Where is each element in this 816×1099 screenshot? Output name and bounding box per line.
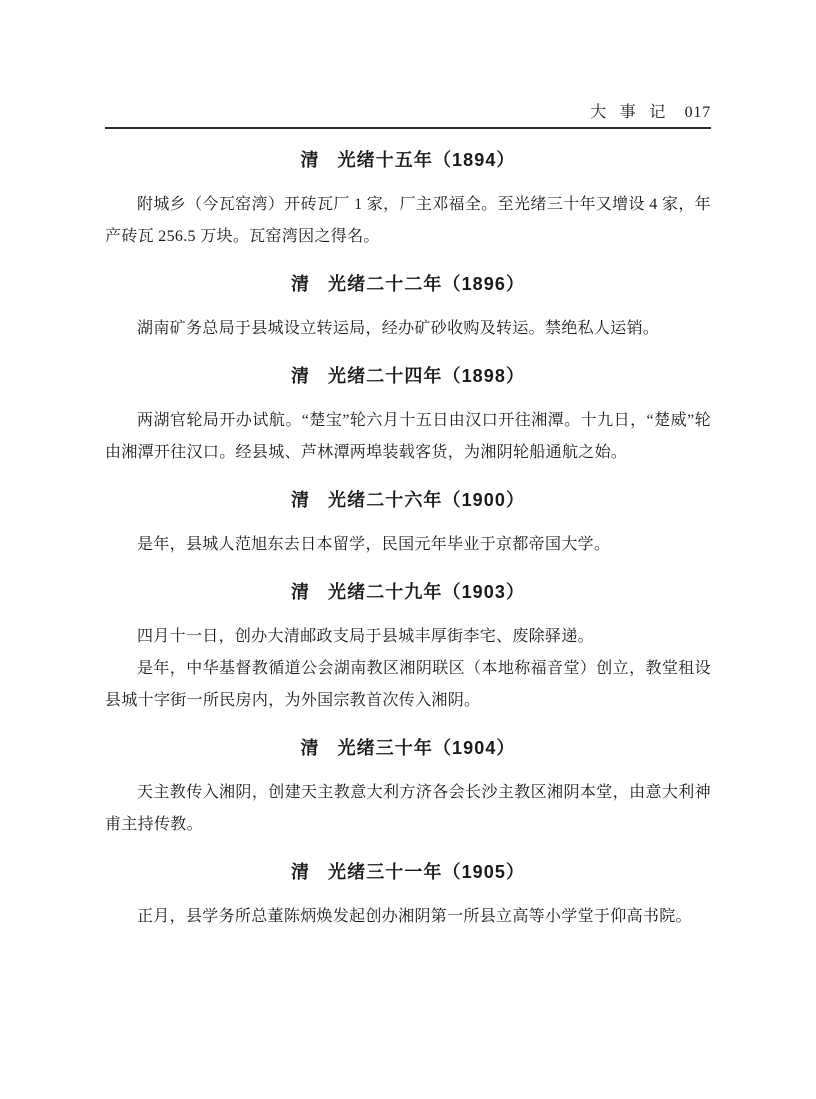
year-label: 光绪二十二年（1896） — [328, 274, 526, 294]
paragraph: 湖南矿务总局于县城设立转运局，经办矿砂收购及转运。禁绝私人运销。 — [137, 320, 660, 337]
year-label: 光绪二十六年（1900） — [328, 490, 526, 510]
paragraph: 天主教传入湘阴，创建天主教意大利方济各会长沙主教区湘阴本堂，由意大利神甫主持传教。 — [105, 784, 711, 833]
dynasty-label: 清 — [290, 582, 311, 602]
dynasty-label: 清 — [290, 862, 311, 882]
year-label: 光绪三十一年（1905） — [328, 862, 526, 882]
running-header-row — [105, 102, 711, 127]
page-content — [105, 148, 711, 933]
section-1900 — [105, 488, 711, 561]
running-head-title: 大事记 — [590, 104, 679, 121]
section-1894 — [105, 148, 711, 253]
section-1904 — [105, 736, 711, 841]
section-heading-1903 — [105, 580, 711, 604]
section-1905 — [105, 860, 711, 933]
section-heading-1894 — [105, 148, 711, 172]
year-label: 光绪二十四年（1898） — [328, 366, 526, 386]
section-heading-1904 — [105, 736, 711, 760]
year-label: 光绪十五年（1894） — [337, 150, 516, 170]
dynasty-label: 清 — [290, 274, 311, 294]
dynasty-label: 清 — [300, 150, 320, 170]
section-1898 — [105, 364, 711, 469]
section-heading-1898 — [105, 364, 711, 388]
year-label: 光绪二十九年（1903） — [328, 582, 526, 602]
dynasty-label: 清 — [300, 738, 320, 758]
dynasty-label: 清 — [290, 366, 311, 386]
page-number: 017 — [684, 104, 711, 121]
paragraph: 是年，中华基督教循道公会湖南教区湘阴联区（本地称福音堂）创立，教堂租设县城十字街一所民房内，为外国宗教首次传入湘阴。 — [105, 660, 711, 709]
section-heading-1900 — [105, 488, 711, 512]
dynasty-label: 清 — [290, 490, 311, 510]
section-heading-1896 — [105, 272, 711, 296]
paragraph: 附城乡（今瓦窑湾）开砖瓦厂 1 家，厂主邓福全。至光绪三十年又增设 4 家，年产砖瓦 256.5 万块。瓦窑湾因之得名。 — [105, 196, 711, 245]
paragraph: 四月十一日，创办大清邮政支局于县城丰厚街李宅、废除驿递。 — [137, 628, 594, 645]
paragraph: 正月，县学务所总董陈炳焕发起创办湘阴第一所县立高等小学堂于仰高书院。 — [137, 908, 692, 925]
running-header — [105, 102, 711, 129]
paragraph: 两湖官轮局开办试航。“楚宝”轮六月十五日由汉口开往湘潭。十九日，“楚威”轮由湘潭开往汉口。经县城、芦林潭两埠装载客货，为湘阴轮船通航之始。 — [105, 412, 711, 461]
paragraph: 是年，县城人范旭东去日本留学，民国元年毕业于京都帝国大学。 — [137, 536, 611, 553]
section-1896 — [105, 272, 711, 345]
section-heading-1905 — [105, 860, 711, 884]
year-label: 光绪三十年（1904） — [337, 738, 516, 758]
header-rule — [105, 127, 711, 129]
section-1903 — [105, 580, 711, 717]
